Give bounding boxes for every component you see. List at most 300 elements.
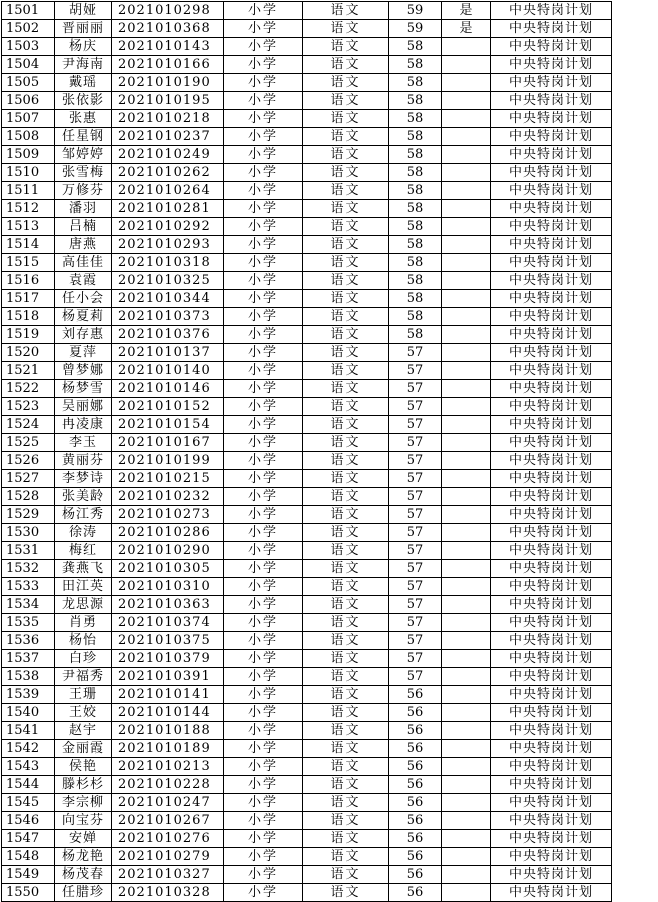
exam-id-cell: 2021010247 [112, 794, 224, 812]
row-number-cell: 1506 [2, 92, 55, 110]
flag-cell [442, 722, 491, 740]
row-number-cell: 1544 [2, 776, 55, 794]
table-row [2, 578, 612, 596]
table-row [2, 236, 612, 254]
name-cell: 李宗柳 [55, 794, 112, 812]
row-number-cell: 1517 [2, 290, 55, 308]
name-cell: 杨茂春 [55, 866, 112, 884]
score-cell: 58 [389, 128, 442, 146]
exam-id-cell: 2021010375 [112, 632, 224, 650]
row-number-cell: 1514 [2, 236, 55, 254]
exam-id-cell: 2021010167 [112, 434, 224, 452]
name-cell: 张美龄 [55, 488, 112, 506]
score-cell: 56 [389, 866, 442, 884]
subject-cell: 语文 [303, 506, 389, 524]
subject-cell: 语文 [303, 74, 389, 92]
subject-cell: 语文 [303, 884, 389, 902]
table-row [2, 596, 612, 614]
row-number-cell: 1550 [2, 884, 55, 902]
table-row [2, 20, 612, 38]
flag-cell [442, 542, 491, 560]
subject-cell: 语文 [303, 254, 389, 272]
table-row [2, 128, 612, 146]
exam-id-cell: 2021010154 [112, 416, 224, 434]
score-cell: 56 [389, 812, 442, 830]
flag-cell [442, 56, 491, 74]
row-number-cell: 1511 [2, 182, 55, 200]
name-cell: 高佳佳 [55, 254, 112, 272]
program-cell: 中央特岗计划 [491, 686, 612, 704]
name-cell: 李梦诗 [55, 470, 112, 488]
school-stage-cell: 小学 [224, 110, 303, 128]
score-cell: 57 [389, 470, 442, 488]
name-cell: 杨江秀 [55, 506, 112, 524]
table-row [2, 254, 612, 272]
school-stage-cell: 小学 [224, 416, 303, 434]
score-cell: 58 [389, 38, 442, 56]
flag-cell [442, 830, 491, 848]
subject-cell: 语文 [303, 830, 389, 848]
program-cell: 中央特岗计划 [491, 614, 612, 632]
score-cell: 56 [389, 722, 442, 740]
flag-cell [442, 362, 491, 380]
flag-cell [442, 434, 491, 452]
subject-cell: 语文 [303, 434, 389, 452]
program-cell: 中央特岗计划 [491, 38, 612, 56]
table-row [2, 776, 612, 794]
school-stage-cell: 小学 [224, 704, 303, 722]
school-stage-cell: 小学 [224, 830, 303, 848]
school-stage-cell: 小学 [224, 614, 303, 632]
table-row [2, 452, 612, 470]
flag-cell [442, 578, 491, 596]
subject-cell: 语文 [303, 344, 389, 362]
subject-cell: 语文 [303, 560, 389, 578]
table-row [2, 884, 612, 902]
row-number-cell: 1543 [2, 758, 55, 776]
table-row [2, 164, 612, 182]
name-cell: 安婵 [55, 830, 112, 848]
flag-cell [442, 776, 491, 794]
table-row [2, 560, 612, 578]
name-cell: 张惠 [55, 110, 112, 128]
name-cell: 袁霞 [55, 272, 112, 290]
row-number-cell: 1505 [2, 74, 55, 92]
program-cell: 中央特岗计划 [491, 236, 612, 254]
exam-id-cell: 2021010276 [112, 830, 224, 848]
program-cell: 中央特岗计划 [491, 182, 612, 200]
exam-id-cell: 2021010281 [112, 200, 224, 218]
table-row [2, 632, 612, 650]
school-stage-cell: 小学 [224, 146, 303, 164]
subject-cell: 语文 [303, 182, 389, 200]
subject-cell: 语文 [303, 578, 389, 596]
program-cell: 中央特岗计划 [491, 650, 612, 668]
row-number-cell: 1509 [2, 146, 55, 164]
score-cell: 57 [389, 416, 442, 434]
subject-cell: 语文 [303, 290, 389, 308]
program-cell: 中央特岗计划 [491, 542, 612, 560]
table-row [2, 848, 612, 866]
score-cell: 58 [389, 272, 442, 290]
score-cell: 58 [389, 200, 442, 218]
program-cell: 中央特岗计划 [491, 20, 612, 38]
program-cell: 中央特岗计划 [491, 740, 612, 758]
subject-cell: 语文 [303, 272, 389, 290]
name-cell: 侯艳 [55, 758, 112, 776]
subject-cell: 语文 [303, 722, 389, 740]
program-cell: 中央特岗计划 [491, 164, 612, 182]
program-cell: 中央特岗计划 [491, 632, 612, 650]
exam-id-cell: 2021010391 [112, 668, 224, 686]
row-number-cell: 1501 [2, 2, 55, 20]
row-number-cell: 1546 [2, 812, 55, 830]
exam-id-cell: 2021010328 [112, 884, 224, 902]
school-stage-cell: 小学 [224, 200, 303, 218]
name-cell: 张依影 [55, 92, 112, 110]
school-stage-cell: 小学 [224, 452, 303, 470]
subject-cell: 语文 [303, 110, 389, 128]
program-cell: 中央特岗计划 [491, 308, 612, 326]
table-row [2, 326, 612, 344]
score-cell: 57 [389, 614, 442, 632]
flag-cell [442, 236, 491, 254]
exam-id-cell: 2021010267 [112, 812, 224, 830]
row-number-cell: 1523 [2, 398, 55, 416]
flag-cell [442, 344, 491, 362]
name-cell: 任小会 [55, 290, 112, 308]
program-cell: 中央特岗计划 [491, 830, 612, 848]
row-number-cell: 1507 [2, 110, 55, 128]
row-number-cell: 1532 [2, 560, 55, 578]
subject-cell: 语文 [303, 632, 389, 650]
school-stage-cell: 小学 [224, 542, 303, 560]
school-stage-cell: 小学 [224, 20, 303, 38]
score-cell: 57 [389, 632, 442, 650]
name-cell: 黄丽芬 [55, 452, 112, 470]
table-row [2, 362, 612, 380]
name-cell: 金丽霞 [55, 740, 112, 758]
school-stage-cell: 小学 [224, 218, 303, 236]
name-cell: 王珊 [55, 686, 112, 704]
score-table-body [2, 2, 612, 902]
score-cell: 57 [389, 380, 442, 398]
row-number-cell: 1512 [2, 200, 55, 218]
program-cell: 中央特岗计划 [491, 416, 612, 434]
row-number-cell: 1531 [2, 542, 55, 560]
school-stage-cell: 小学 [224, 92, 303, 110]
flag-cell [442, 668, 491, 686]
score-cell: 58 [389, 74, 442, 92]
score-cell: 57 [389, 434, 442, 452]
subject-cell: 语文 [303, 20, 389, 38]
subject-cell: 语文 [303, 128, 389, 146]
flag-cell [442, 416, 491, 434]
exam-id-cell: 2021010166 [112, 56, 224, 74]
school-stage-cell: 小学 [224, 236, 303, 254]
name-cell: 尹海南 [55, 56, 112, 74]
score-cell: 58 [389, 236, 442, 254]
subject-cell: 语文 [303, 218, 389, 236]
school-stage-cell: 小学 [224, 164, 303, 182]
program-cell: 中央特岗计划 [491, 560, 612, 578]
table-row [2, 542, 612, 560]
row-number-cell: 1548 [2, 848, 55, 866]
flag-cell [442, 686, 491, 704]
score-cell: 57 [389, 362, 442, 380]
score-cell: 58 [389, 182, 442, 200]
exam-id-cell: 2021010376 [112, 326, 224, 344]
score-cell: 58 [389, 254, 442, 272]
school-stage-cell: 小学 [224, 290, 303, 308]
table-row [2, 218, 612, 236]
exam-id-cell: 2021010279 [112, 848, 224, 866]
exam-id-cell: 2021010310 [112, 578, 224, 596]
flag-cell [442, 146, 491, 164]
exam-id-cell: 2021010237 [112, 128, 224, 146]
exam-id-cell: 2021010273 [112, 506, 224, 524]
row-number-cell: 1504 [2, 56, 55, 74]
score-cell: 57 [389, 344, 442, 362]
name-cell: 杨夏莉 [55, 308, 112, 326]
school-stage-cell: 小学 [224, 524, 303, 542]
row-number-cell: 1508 [2, 128, 55, 146]
score-cell: 57 [389, 542, 442, 560]
flag-cell [442, 74, 491, 92]
table-row [2, 416, 612, 434]
flag-cell [442, 308, 491, 326]
school-stage-cell: 小学 [224, 362, 303, 380]
exam-id-cell: 2021010318 [112, 254, 224, 272]
table-row [2, 866, 612, 884]
table-row [2, 794, 612, 812]
flag-cell [442, 470, 491, 488]
name-cell: 冉凌康 [55, 416, 112, 434]
exam-id-cell: 2021010327 [112, 866, 224, 884]
school-stage-cell: 小学 [224, 272, 303, 290]
flag-cell [442, 110, 491, 128]
row-number-cell: 1530 [2, 524, 55, 542]
school-stage-cell: 小学 [224, 560, 303, 578]
score-cell: 56 [389, 704, 442, 722]
table-row [2, 506, 612, 524]
name-cell: 滕杉杉 [55, 776, 112, 794]
program-cell: 中央特岗计划 [491, 2, 612, 20]
subject-cell: 语文 [303, 164, 389, 182]
row-number-cell: 1539 [2, 686, 55, 704]
exam-id-cell: 2021010344 [112, 290, 224, 308]
table-row [2, 2, 612, 20]
score-cell: 57 [389, 452, 442, 470]
name-cell: 万修芬 [55, 182, 112, 200]
program-cell: 中央特岗计划 [491, 128, 612, 146]
flag-cell [442, 398, 491, 416]
flag-cell [442, 488, 491, 506]
score-cell: 57 [389, 650, 442, 668]
school-stage-cell: 小学 [224, 794, 303, 812]
subject-cell: 语文 [303, 56, 389, 74]
school-stage-cell: 小学 [224, 38, 303, 56]
name-cell: 杨龙艳 [55, 848, 112, 866]
row-number-cell: 1516 [2, 272, 55, 290]
exam-id-cell: 2021010144 [112, 704, 224, 722]
exam-id-cell: 2021010249 [112, 146, 224, 164]
table-row [2, 56, 612, 74]
subject-cell: 语文 [303, 740, 389, 758]
subject-cell: 语文 [303, 758, 389, 776]
exam-id-cell: 2021010290 [112, 542, 224, 560]
flag-cell [442, 650, 491, 668]
program-cell: 中央特岗计划 [491, 578, 612, 596]
exam-id-cell: 2021010286 [112, 524, 224, 542]
score-cell: 56 [389, 884, 442, 902]
exam-id-cell: 2021010189 [112, 740, 224, 758]
subject-cell: 语文 [303, 524, 389, 542]
program-cell: 中央特岗计划 [491, 794, 612, 812]
subject-cell: 语文 [303, 668, 389, 686]
flag-cell [442, 182, 491, 200]
name-cell: 邹婷婷 [55, 146, 112, 164]
name-cell: 杨庆 [55, 38, 112, 56]
score-cell: 58 [389, 110, 442, 128]
name-cell: 任腊珍 [55, 884, 112, 902]
score-cell: 57 [389, 560, 442, 578]
program-cell: 中央特岗计划 [491, 146, 612, 164]
name-cell: 徐涛 [55, 524, 112, 542]
table-row [2, 740, 612, 758]
subject-cell: 语文 [303, 488, 389, 506]
exam-id-cell: 2021010218 [112, 110, 224, 128]
row-number-cell: 1513 [2, 218, 55, 236]
score-cell: 57 [389, 578, 442, 596]
subject-cell: 语文 [303, 236, 389, 254]
exam-id-cell: 2021010188 [112, 722, 224, 740]
row-number-cell: 1535 [2, 614, 55, 632]
name-cell: 梅红 [55, 542, 112, 560]
program-cell: 中央特岗计划 [491, 434, 612, 452]
program-cell: 中央特岗计划 [491, 362, 612, 380]
subject-cell: 语文 [303, 398, 389, 416]
name-cell: 龚燕飞 [55, 560, 112, 578]
row-number-cell: 1528 [2, 488, 55, 506]
exam-id-cell: 2021010368 [112, 20, 224, 38]
flag-cell [442, 794, 491, 812]
exam-id-cell: 2021010141 [112, 686, 224, 704]
flag-cell [442, 614, 491, 632]
school-stage-cell: 小学 [224, 686, 303, 704]
program-cell: 中央特岗计划 [491, 380, 612, 398]
score-cell: 58 [389, 326, 442, 344]
row-number-cell: 1515 [2, 254, 55, 272]
table-row [2, 614, 612, 632]
school-stage-cell: 小学 [224, 308, 303, 326]
score-cell: 58 [389, 290, 442, 308]
score-cell: 57 [389, 668, 442, 686]
flag-cell [442, 254, 491, 272]
program-cell: 中央特岗计划 [491, 218, 612, 236]
program-cell: 中央特岗计划 [491, 722, 612, 740]
score-cell: 58 [389, 56, 442, 74]
program-cell: 中央特岗计划 [491, 326, 612, 344]
row-number-cell: 1549 [2, 866, 55, 884]
row-number-cell: 1503 [2, 38, 55, 56]
flag-cell [442, 164, 491, 182]
program-cell: 中央特岗计划 [491, 110, 612, 128]
name-cell: 吴丽娜 [55, 398, 112, 416]
flag-cell [442, 290, 491, 308]
name-cell: 曾梦娜 [55, 362, 112, 380]
program-cell: 中央特岗计划 [491, 272, 612, 290]
name-cell: 白珍 [55, 650, 112, 668]
flag-cell [442, 218, 491, 236]
program-cell: 中央特岗计划 [491, 290, 612, 308]
exam-id-cell: 2021010228 [112, 776, 224, 794]
program-cell: 中央特岗计划 [491, 92, 612, 110]
table-row [2, 668, 612, 686]
flag-cell [442, 632, 491, 650]
flag-cell [442, 92, 491, 110]
name-cell: 潘羽 [55, 200, 112, 218]
exam-id-cell: 2021010325 [112, 272, 224, 290]
exam-id-cell: 2021010374 [112, 614, 224, 632]
subject-cell: 语文 [303, 146, 389, 164]
school-stage-cell: 小学 [224, 596, 303, 614]
flag-cell [442, 128, 491, 146]
table-row [2, 434, 612, 452]
flag-cell: 是 [442, 2, 491, 20]
score-cell: 57 [389, 596, 442, 614]
name-cell: 晋丽丽 [55, 20, 112, 38]
score-cell: 58 [389, 164, 442, 182]
exam-id-cell: 2021010292 [112, 218, 224, 236]
school-stage-cell: 小学 [224, 884, 303, 902]
table-row [2, 524, 612, 542]
school-stage-cell: 小学 [224, 758, 303, 776]
school-stage-cell: 小学 [224, 56, 303, 74]
subject-cell: 语文 [303, 686, 389, 704]
program-cell: 中央特岗计划 [491, 344, 612, 362]
row-number-cell: 1533 [2, 578, 55, 596]
school-stage-cell: 小学 [224, 812, 303, 830]
flag-cell [442, 524, 491, 542]
program-cell: 中央特岗计划 [491, 758, 612, 776]
table-row [2, 146, 612, 164]
table-row [2, 488, 612, 506]
subject-cell: 语文 [303, 794, 389, 812]
row-number-cell: 1542 [2, 740, 55, 758]
row-number-cell: 1538 [2, 668, 55, 686]
school-stage-cell: 小学 [224, 254, 303, 272]
table-row [2, 704, 612, 722]
score-cell: 59 [389, 2, 442, 20]
school-stage-cell: 小学 [224, 398, 303, 416]
exam-id-cell: 2021010363 [112, 596, 224, 614]
flag-cell [442, 812, 491, 830]
name-cell: 王姣 [55, 704, 112, 722]
name-cell: 任星钢 [55, 128, 112, 146]
name-cell: 龙思源 [55, 596, 112, 614]
score-table [1, 1, 612, 902]
row-number-cell: 1520 [2, 344, 55, 362]
table-row [2, 74, 612, 92]
school-stage-cell: 小学 [224, 776, 303, 794]
program-cell: 中央特岗计划 [491, 668, 612, 686]
name-cell: 李玉 [55, 434, 112, 452]
exam-id-cell: 2021010264 [112, 182, 224, 200]
program-cell: 中央特岗计划 [491, 254, 612, 272]
row-number-cell: 1525 [2, 434, 55, 452]
row-number-cell: 1524 [2, 416, 55, 434]
